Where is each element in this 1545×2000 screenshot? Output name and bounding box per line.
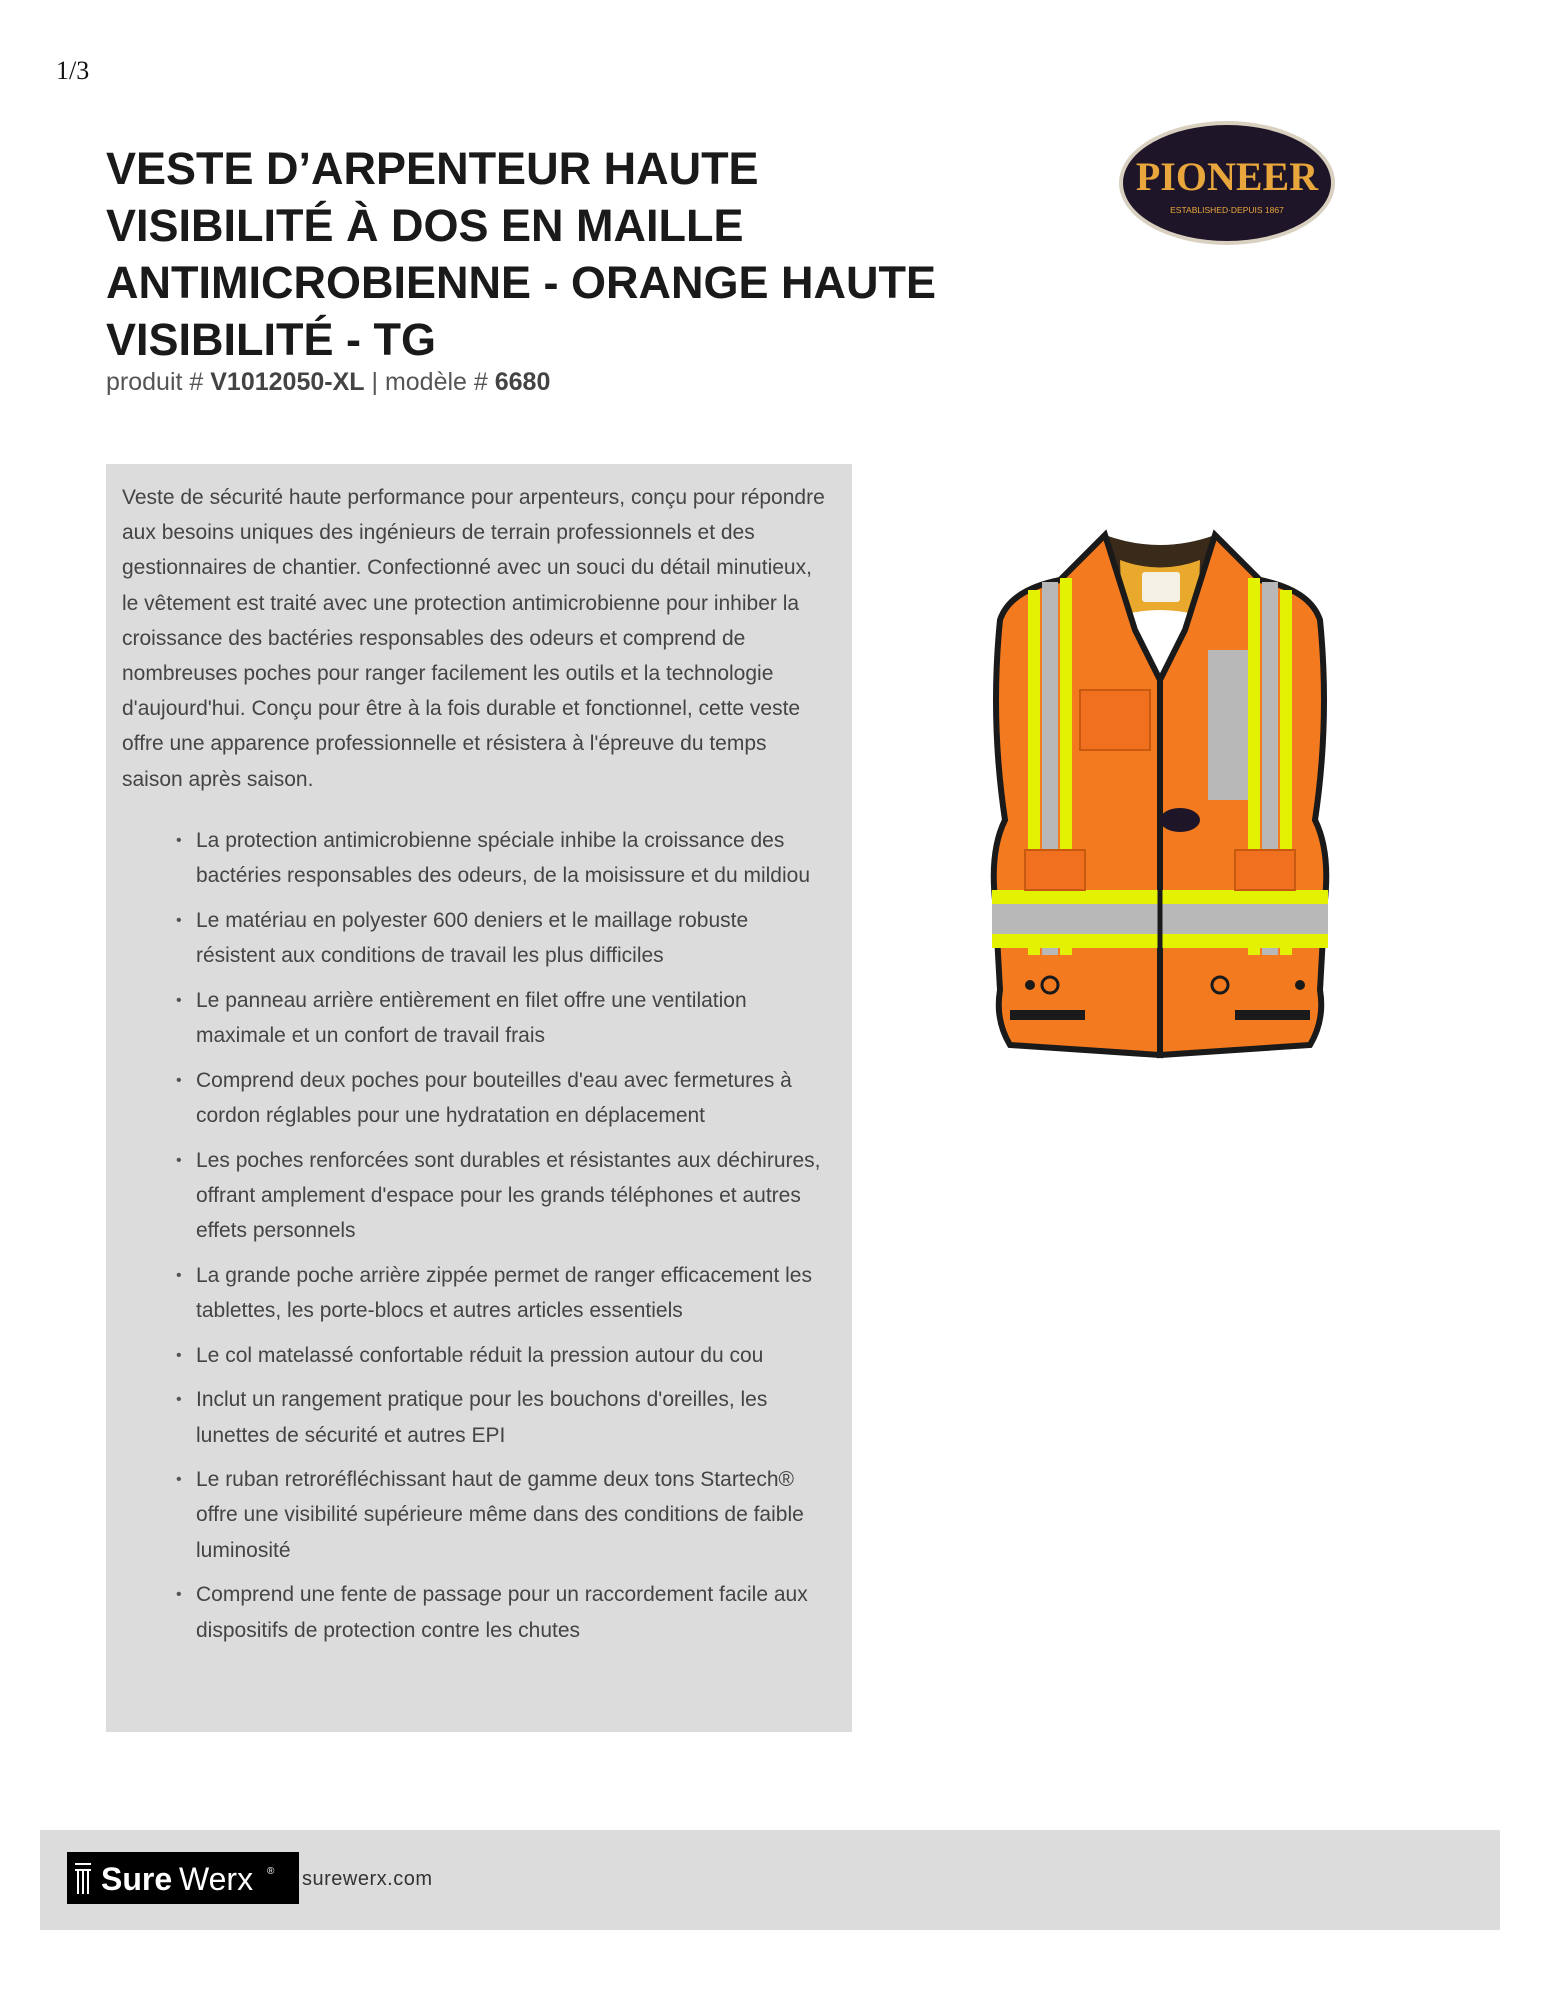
surewerx-logo-bold: Sure	[101, 1861, 173, 1897]
vest-pen-pocket	[1208, 650, 1248, 800]
title-line: VESTE D’ARPENTEUR HAUTE	[106, 143, 759, 194]
title-line: ANTIMICROBIENNE - ORANGE HAUTE	[106, 257, 936, 308]
feature-item: • Comprend une fente de passage pour un raccordement facile aux dispositifs de protection contre les chutes	[176, 1577, 832, 1647]
feature-item: • Le matériau en polyester 600 deniers et le maillage robuste résistent aux conditions de travail les plus difficiles	[176, 903, 832, 973]
surewerx-logo	[67, 1852, 299, 1904]
feature-list	[176, 823, 832, 1657]
vest-grommet	[1025, 980, 1035, 990]
description-panel	[106, 464, 852, 1732]
product-title	[106, 140, 1026, 368]
vest-inner-label	[1142, 572, 1180, 602]
feature-item: • La grande poche arrière zippée permet de ranger efficacement les tablettes, les porte-blocs et autres articles essentiels	[176, 1258, 832, 1328]
feature-item: • Les poches renforcées sont durables et résistantes aux déchirures, offrant amplement d'espace pour les grands téléphones et autres effets personnels	[176, 1143, 832, 1249]
feature-item: • Le col matelassé confortable réduit la pression autour du cou	[176, 1338, 832, 1373]
vest-hem-strip	[1235, 1010, 1310, 1020]
title-line: VISIBILITÉ À DOS EN MAILLE	[106, 200, 744, 251]
surewerx-logo-light: Werx	[179, 1861, 254, 1897]
vest-badge	[1160, 808, 1200, 832]
vest-chest-pocket	[1080, 690, 1150, 750]
separator: |	[371, 368, 378, 396]
product-image	[970, 520, 1350, 1070]
vest-lower-pocket	[1025, 850, 1085, 890]
logo-wordmark: PIONEER	[1135, 154, 1319, 199]
pioneer-logo	[1116, 118, 1338, 248]
product-label: produit #	[106, 368, 204, 396]
vest-left-panel	[994, 535, 1160, 1055]
model-label: modèle #	[384, 368, 488, 396]
feature-item: • Comprend deux poches pour bouteilles d'eau avec fermetures à cordon réglables pour une hydratation en déplacement	[176, 1063, 832, 1133]
footer-bar	[40, 1830, 1500, 1930]
feature-item: • Inclut un rangement pratique pour les bouchons d'oreilles, les lunettes de sécurité et autres EPI	[176, 1382, 832, 1452]
product-identifiers	[106, 368, 550, 397]
surewerx-logo-registered: ®	[267, 1866, 275, 1877]
model-number: 6680	[494, 368, 551, 396]
feature-item: • La protection antimicrobienne spéciale inhibe la croissance des bactéries responsables des odeurs, de la moisissure et du mildiou	[176, 823, 832, 893]
vest-grommet	[1295, 980, 1305, 990]
logo-tagline: ESTABLISHED·DEPUIS 1867	[1170, 205, 1284, 215]
vest-hem-strip	[1010, 1010, 1085, 1020]
page-number: 1/3	[56, 56, 90, 85]
vest-lower-pocket	[1235, 850, 1295, 890]
description-paragraph: Veste de sécurité haute performance pour arpenteurs, conçu pour répondre aux besoins uniques des ingénieurs de terrain professionnels et des gestionnaires de chantier. Confectionné avec un souci du détail minutieux, le vêtement est traité avec une protection antimicrobienne pour inhiber la croissance des bactéries responsables des odeurs et comprend de nombreuses poches pour ranger facilement les outils et la technologie d'aujourd'hui. Conçu pour être à la fois durable et fonctionnel, cette veste offre une apparence professionnelle et résistera à l'épreuve du temps saison après saison.	[122, 486, 825, 791]
footer-website-link[interactable]: surewerx.com	[302, 1868, 433, 1890]
feature-item: • Le panneau arrière entièrement en filet offre une ventilation maximale et un confort de travail frais	[176, 983, 832, 1053]
feature-item: • Le ruban retroréfléchissant haut de gamme deux tons Startech® offre une visibilité supérieure même dans des conditions de faible luminosité	[176, 1462, 832, 1568]
product-number: V1012050-XL	[210, 368, 365, 396]
title-line: VISIBILITÉ - TG	[106, 314, 437, 365]
